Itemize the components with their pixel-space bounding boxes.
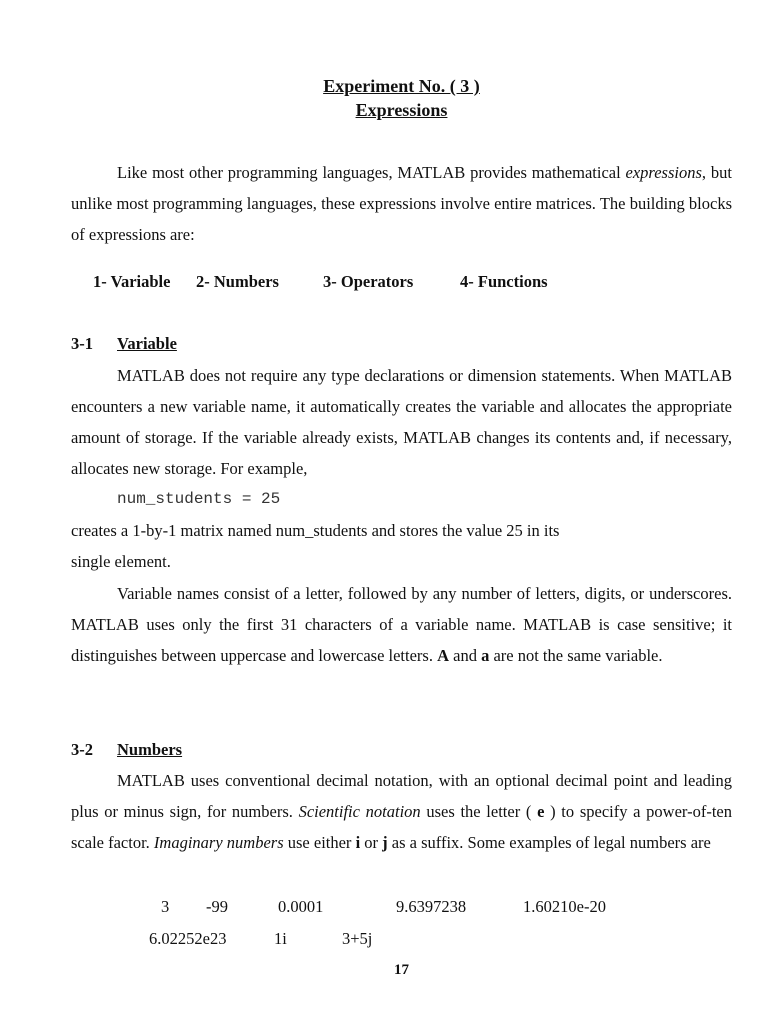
numbers-paragraph [71, 765, 732, 858]
bold-j: j [382, 833, 388, 852]
code-explanation-line-1: creates a 1-by-1 matrix named num_students and stores the value 25 in its [71, 521, 560, 540]
intro-paragraph [71, 157, 732, 250]
number-example: 3+5j [342, 929, 373, 948]
intro-text-2: , but unlike most programming languages, these expressions involve entire matrices. The building blocks of expressions are: [71, 163, 732, 244]
number-example: 3 [161, 897, 170, 916]
bold-uppercase-a: A [437, 646, 449, 665]
block-item: 4- Functions [460, 272, 548, 291]
para-text: are not the same variable. [489, 646, 663, 665]
para-text: MATLAB uses conventional decimal notation, with an optional decimal point and leading plus or minus sign, for numbers. [71, 771, 732, 821]
para-text: as a suffix. Some examples of legal numbers are [387, 833, 711, 852]
building-blocks-list [93, 268, 548, 296]
emphasis-imaginary: Imaginary numbers [153, 833, 284, 852]
para-text: use either [283, 833, 356, 852]
section-heading-numbers [71, 736, 182, 764]
page-title [71, 74, 732, 122]
section-title: Variable [117, 334, 177, 353]
variable-paragraph-1: MATLAB does not require any type declarations or dimension statements. When MATLAB encounters a new variable name, it automatically creates the variable and allocates the appropriate amount of storage. If the variable already exists, MATLAB changes its contents and, if necessary, allocates new storage. For example, [71, 366, 732, 478]
document-page [71, 0, 732, 1024]
section-number: 3-2 [71, 740, 93, 759]
number-example: 9.6397238 [396, 897, 467, 916]
page-number: 17 [394, 962, 409, 978]
section-number: 3-1 [71, 334, 93, 353]
number-example: -99 [206, 897, 228, 916]
block-item: 2- Numbers [196, 272, 279, 291]
title-topic: Expressions [355, 100, 448, 120]
variable-paragraph-2 [71, 578, 732, 671]
para-text: uses the letter ( [420, 802, 538, 821]
bold-lowercase-a: a [481, 646, 490, 665]
para-text: or [360, 833, 383, 852]
para-text: Variable names consist of a letter, followed by any number of letters, digits, or underscores. MATLAB uses only the first 31 characters of a variable name. MATLAB is case sensitive; it distinguishes between uppercase and lowercase letters. [71, 584, 732, 665]
intro-emphasis: expressions [625, 163, 702, 182]
para-text: and [449, 646, 482, 665]
intro-text-1: Like most other programming languages, MATLAB provides mathematical [117, 163, 626, 182]
block-item: 1- Variable [93, 272, 171, 291]
emphasis-scientific: Scientific notation [298, 802, 421, 821]
bold-i: i [355, 833, 361, 852]
block-item: 3- Operators [323, 272, 414, 291]
section-title: Numbers [117, 740, 183, 759]
number-example: 1i [274, 929, 287, 948]
code-example: num_students = 25 [117, 490, 281, 508]
number-example: 0.0001 [278, 897, 324, 916]
number-example: 1.60210e-20 [523, 897, 606, 916]
code-explanation-line-2: single element. [71, 552, 171, 571]
number-example: 6.02252e23 [149, 929, 227, 948]
para-text: ) to specify a power-of-ten scale factor. [71, 802, 732, 852]
section-heading-variable [71, 330, 177, 358]
bold-e: e [537, 802, 545, 821]
title-experiment: Experiment No. ( 3 ) [323, 76, 480, 96]
